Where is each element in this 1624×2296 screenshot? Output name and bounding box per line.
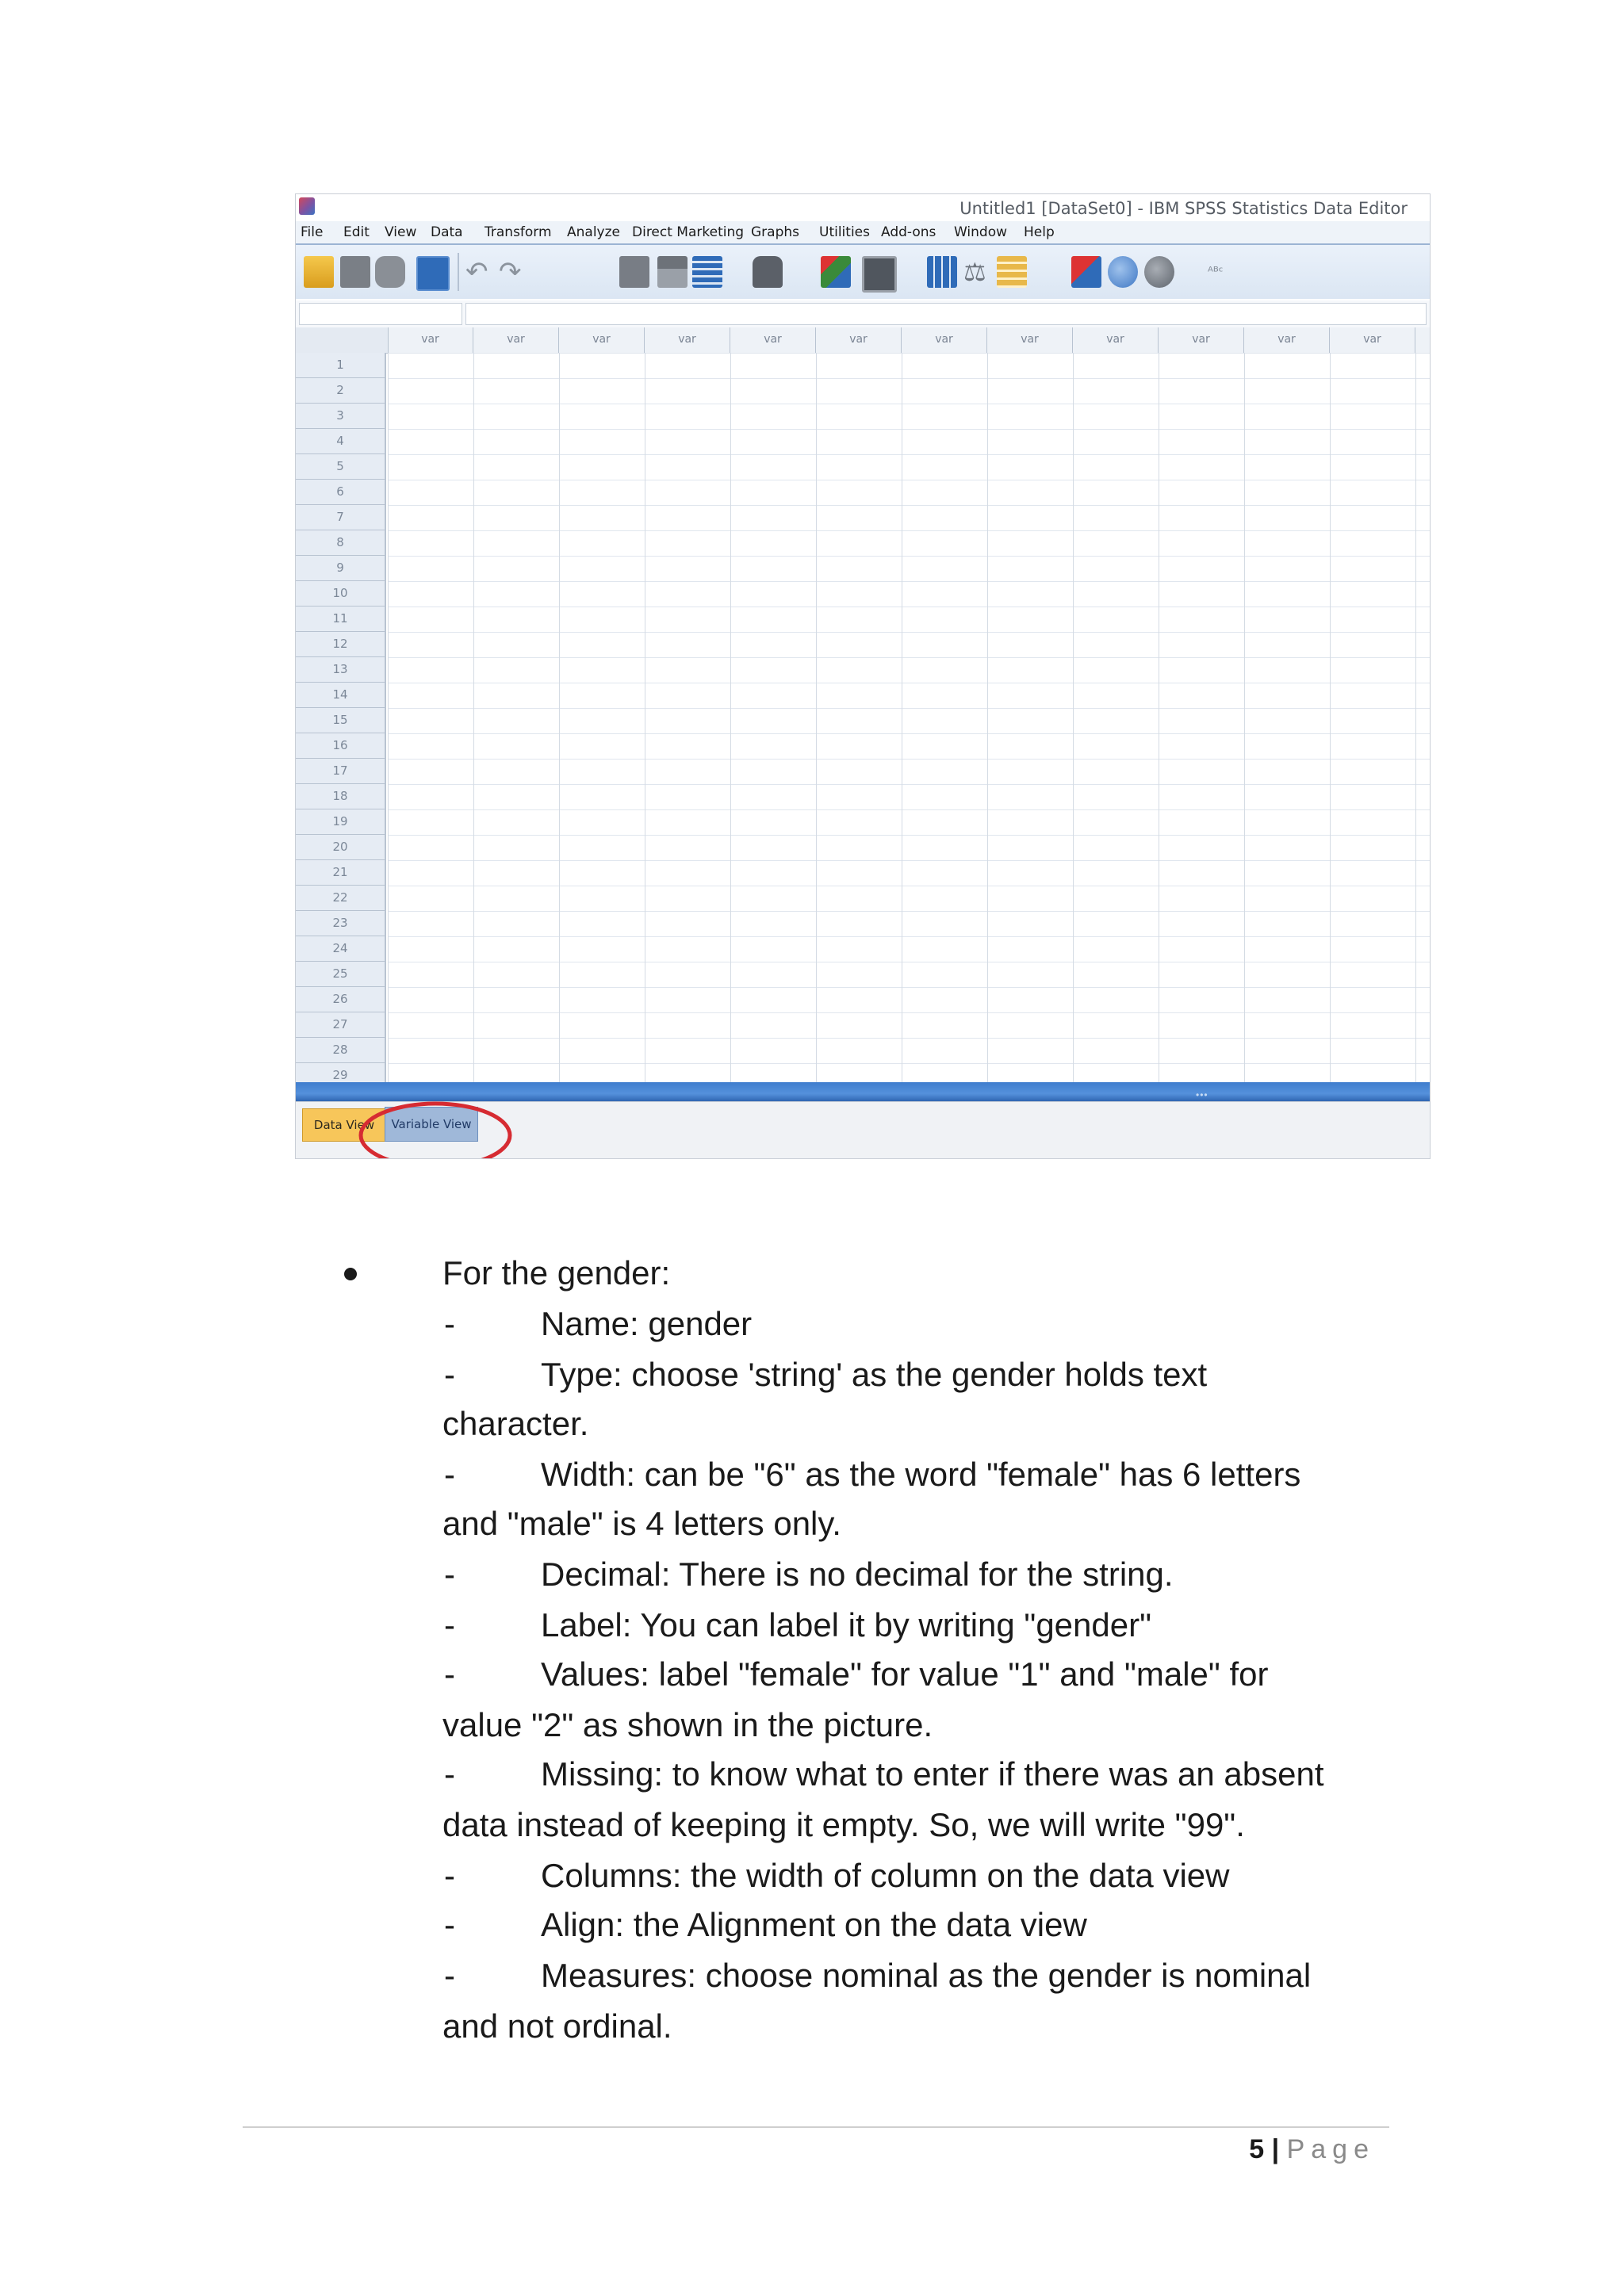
list-item: Align: the Alignment on the data view [541,1906,1087,1943]
scrollbar-grip-icon[interactable]: ••• [1196,1089,1208,1100]
column-header[interactable]: var [1244,327,1330,353]
section-heading: For the gender: [442,1254,671,1292]
column-header-row [296,327,1430,354]
row-header[interactable]: 15 [296,708,386,733]
list-dash: - [444,1456,455,1493]
row-header[interactable]: 14 [296,683,386,708]
row-header[interactable]: 16 [296,733,386,759]
split-file-icon[interactable] [927,256,957,288]
column-header[interactable]: var [987,327,1073,353]
cell-value-field[interactable] [465,303,1427,325]
list-dash: - [444,1606,455,1644]
row-header[interactable]: 19 [296,809,386,835]
toolbar-separator [458,253,459,291]
row-header[interactable]: 21 [296,860,386,886]
column-header[interactable]: var [1330,327,1415,353]
use-variable-sets-icon[interactable] [1108,256,1138,288]
column-header[interactable]: var [730,327,816,353]
menu-file[interactable]: File [301,224,324,240]
row-header[interactable]: 18 [296,784,386,809]
row-header[interactable]: 25 [296,962,386,987]
cell-editor-bar [296,300,1430,328]
row-header[interactable]: 27 [296,1012,386,1038]
row-header[interactable]: 26 [296,987,386,1012]
row-header[interactable]: 2 [296,378,386,404]
column-header[interactable]: var [388,327,473,353]
window-title: Untitled1 [DataSet0] - IBM SPSS Statistics Data Editor [959,199,1408,218]
bullet-icon [344,1268,357,1280]
menu-window[interactable]: Window [954,224,1008,240]
tab-data-view[interactable]: Data View [302,1108,386,1142]
select-cases-icon[interactable] [997,256,1027,288]
column-header[interactable]: var [1073,327,1159,353]
row-header[interactable]: 23 [296,911,386,936]
menu-transform[interactable]: Transform [485,224,552,240]
row-header[interactable]: 22 [296,886,386,911]
list-item-continuation: and not ordinal. [442,2007,672,2045]
column-header[interactable]: var [645,327,730,353]
corner-cell[interactable] [296,327,389,353]
list-item: Measures: choose nominal as the gender is nominal [541,1957,1312,1994]
list-dash: - [444,1655,455,1693]
menu-direct-marketing[interactable]: Direct Marketing [632,224,745,240]
weight-cases-icon[interactable]: ⚖ [963,257,986,287]
menu-graphs[interactable]: Graphs [751,224,800,240]
column-header[interactable]: var [902,327,987,353]
row-header[interactable]: 5 [296,454,386,480]
row-header[interactable]: 3 [296,404,386,429]
row-header[interactable]: 13 [296,657,386,683]
data-grid [296,327,1430,1082]
variables-icon[interactable] [692,256,722,288]
list-item: Name: gender [541,1305,753,1342]
menu-data[interactable]: Data [431,224,463,240]
print-icon[interactable] [375,256,405,288]
column-header[interactable]: var [1159,327,1244,353]
spell-check-icon[interactable]: ᴬᴮᶜ [1208,264,1224,279]
list-item: Columns: the width of column on the data view [541,1857,1230,1894]
menu-analyze[interactable]: Analyze [567,224,620,240]
spss-data-editor-screenshot [295,193,1431,1159]
list-item-continuation: data instead of keeping it empty. So, we will write "99". [442,1806,1245,1843]
row-header[interactable]: 1 [296,353,386,378]
spss-app-icon [299,197,315,215]
list-item-continuation: and "male" is 4 letters only. [442,1505,841,1542]
list-item: Width: can be "6" as the word "female" has 6 letters [541,1456,1301,1493]
list-dash: - [444,1857,455,1894]
cell-reference-field[interactable] [299,303,462,325]
view-tab-strip [296,1101,1430,1159]
menu-view[interactable]: View [385,224,417,240]
grid-cells[interactable] [388,353,1430,1082]
row-header[interactable]: 10 [296,581,386,607]
list-item: Values: label "female" for value "1" and "male" for [541,1655,1269,1693]
page-footer [1249,2134,1375,2165]
recall-dialog-icon[interactable] [416,256,450,291]
list-item: Type: choose 'string' as the gender holds text [541,1356,1208,1393]
list-dash: - [444,1556,455,1593]
row-header[interactable]: 20 [296,835,386,860]
undo-icon[interactable]: ↶ [465,256,488,288]
column-header[interactable]: var [473,327,559,353]
list-dash: - [444,1906,455,1943]
column-header[interactable]: var [816,327,902,353]
open-file-icon[interactable] [304,256,334,288]
page-number: 5 [1249,2134,1265,2164]
list-dash: - [444,1305,455,1342]
toolbar [296,245,1430,299]
menu-edit[interactable]: Edit [343,224,370,240]
list-dash: - [444,1356,455,1393]
list-item: Label: You can label it by writing "gender" [541,1606,1152,1644]
menu-help[interactable]: Help [1024,224,1055,240]
tab-variable-view[interactable]: Variable View [385,1107,478,1142]
redo-icon[interactable]: ↷ [499,256,522,288]
row-header[interactable]: 7 [296,505,386,530]
row-header[interactable]: 29 [296,1063,386,1089]
list-item-continuation: value "2" as shown in the picture. [442,1706,933,1743]
list-item: Missing: to know what to enter if there was an absent [541,1755,1324,1793]
go-to-variable-icon[interactable] [657,256,688,288]
list-item-continuation: character. [442,1405,589,1442]
list-dash: - [444,1755,455,1793]
menu-bar [296,221,1430,245]
insert-cases-icon[interactable] [821,256,851,288]
row-header[interactable]: 6 [296,480,386,505]
find-icon[interactable] [753,256,783,288]
row-header[interactable]: 11 [296,607,386,632]
row-header[interactable]: 28 [296,1038,386,1063]
column-header[interactable]: var [559,327,645,353]
row-header[interactable]: 8 [296,530,386,556]
go-to-case-icon[interactable] [619,256,649,288]
menu-add-ons[interactable]: Add-ons [881,224,936,240]
save-icon[interactable] [340,256,370,288]
insert-variable-icon[interactable] [862,256,897,293]
value-labels-icon[interactable] [1071,256,1101,288]
row-header[interactable]: 9 [296,556,386,581]
row-header[interactable]: 24 [296,936,386,962]
show-all-variables-icon[interactable] [1144,256,1174,288]
red-highlight-circle [356,1097,515,1159]
list-dash: - [444,1957,455,1994]
page-label: Page [1286,2134,1375,2164]
row-header[interactable]: 12 [296,632,386,657]
footer-divider [243,2126,1389,2128]
title-bar [296,194,1430,221]
row-header[interactable]: 17 [296,759,386,784]
menu-utilities[interactable]: Utilities [819,224,870,240]
row-header[interactable]: 4 [296,429,386,454]
footer-separator: | [1271,2134,1280,2164]
list-item: Decimal: There is no decimal for the string. [541,1556,1174,1593]
